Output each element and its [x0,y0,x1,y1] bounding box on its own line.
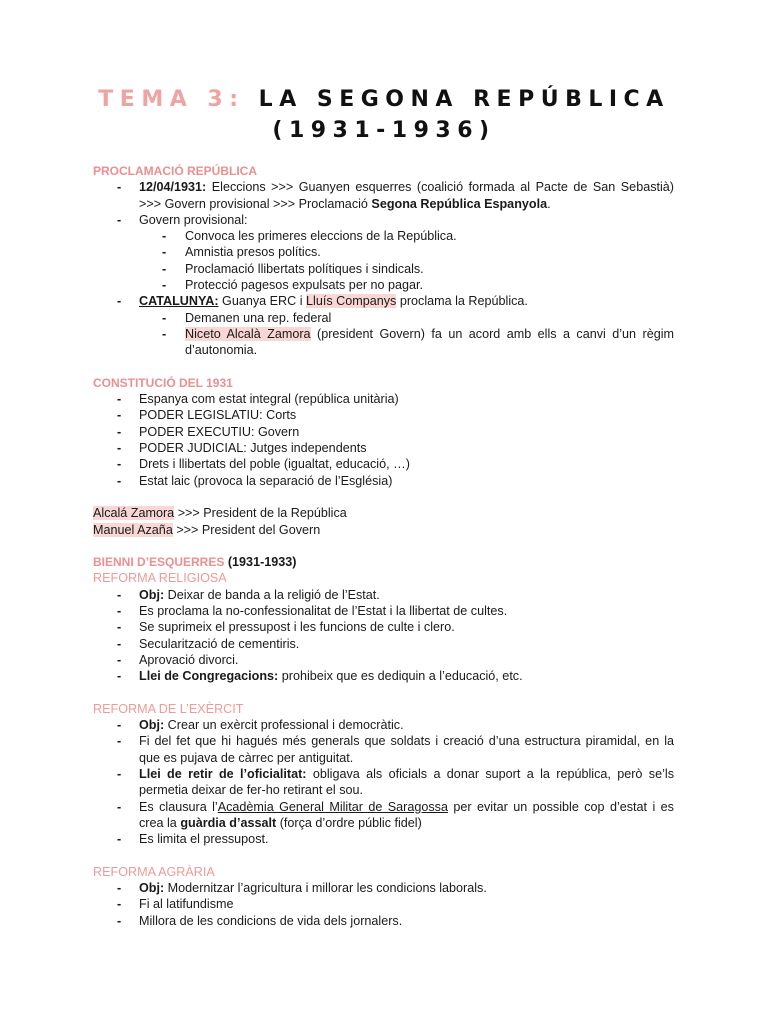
list-item: - 12/04/1931: Eleccions >>> Guanyen esquerres (coalició formada al Pacte de San Sebastià) >>> Govern provisional >>> Proclamació Segona República Espanyola. [117,180,674,211]
list-item: - Es proclama la no-confessionalitat de l’Estat i la llibertat de cultes. [117,604,508,619]
list-item: - Demanen una rep. federal [162,310,332,325]
list-item: - Niceto Alcalà Zamora (president Govern) fa un acord amb ells a canvi d’un règim d’autonomia. [162,326,674,358]
bullet-dash: - [117,669,122,684]
list-item: - Obj: Crear un exèrcit professional i democràtic. [117,718,404,733]
section-heading-bienni: BIENNI D’ESQUERRES (1931-1933) [93,555,297,570]
list-item: - Secularització de cementiris. [117,636,300,651]
title-line-1 [0,84,768,115]
bullet-dash: - [162,310,167,325]
list-item: - Obj: Deixar de banda a la religió de l’Estat. [117,587,380,602]
bullet-dash: - [117,212,122,227]
page-title [0,84,768,146]
section-heading-constitucio: CONSTITUCIÓ DEL 1931 [93,375,233,390]
constitucio-list [93,391,674,489]
proclamacio-list [93,179,674,358]
president-line: Manuel Azaña >>> President del Govern [93,522,321,537]
agraria-list [93,880,674,929]
title-prefix: TEMA 3: [98,87,245,112]
bullet-dash: - [162,261,167,276]
exercit-list [93,717,674,847]
subheading-reforma-exercit: REFORMA DE L’EXÈRCIT [93,701,244,716]
bullet-dash: - [117,408,122,423]
list-item: - PODER EXECUTIU: Govern [117,424,300,439]
bullet-dash: - [162,278,167,293]
bullet-dash: - [117,294,122,309]
bullet-dash: - [117,799,122,814]
bullet-dash: - [117,913,122,928]
president-line: Alcalá Zamora >>> President de la República [93,506,347,521]
list-item: - Llei de retir de l’oficialitat: obligava als oficials a donar suport a la república, però se’ls permetia deixar de fer-ho retirant el sou. [117,766,674,798]
list-item: - Es clausura l’Acadèmia General Militar de Saragossa per evitar un possible cop d’estat i es crea la guàrdia d’assalt (força d’ordre públic fidel) [117,799,674,830]
bullet-dash: - [117,424,122,439]
bullet-dash: - [117,620,122,635]
bullet-dash: - [117,897,122,912]
list-item: - Drets i llibertats del poble (igualtat, educació, …) [117,457,410,472]
bullet-dash: - [117,652,122,667]
highlight: Niceto Alcalà Zamora [185,326,311,341]
bullet-dash: - [117,180,122,195]
list-item: - PODER JUDICIAL: Jutges independents [117,441,367,456]
bullet-dash: - [117,832,122,847]
list-item: - Se suprimeix el pressupost i les funcions de culte i clero. [117,620,455,635]
list-item: - Llei de Congregacions: prohibeix que es dediquin a l’educació, etc. [117,669,523,684]
title-main: LA SEGONA REPÚBLICA [258,87,670,112]
list-item: - Proclamació llibertats polítiques i sindicals. [162,261,424,276]
list-item: - Fi del fet que hi hagués més generals que soldats i creació d’una estructura piramidal, en la que es pujava de càrrec per antiguitat. [117,734,674,765]
list-item: - PODER LEGISLATIU: Corts [117,408,297,423]
list-item: - Estat laic (provoca la separació de l’Església) [117,473,393,488]
list-item: - Obj: Modernitzar l’agricultura i millorar les condicions laborals. [117,881,487,896]
underlined-text: Acadèmia General Militar de Saragossa [217,799,448,814]
bullet-dash: - [117,734,122,749]
list-item: - Fi al latifundisme [117,897,234,912]
list-item: - Amnistia presos polítics. [162,245,321,260]
list-item: - Convoca les primeres eleccions de la República. [162,229,457,244]
highlight: Manuel Azaña [93,522,173,537]
highlight: Lluís Companys [306,294,397,309]
bullet-dash: - [117,766,122,781]
title-dates: (1931-1936) [272,118,496,143]
list-item: - Protecció pagesos expulsats per no pagar. [162,278,424,293]
bullet-dash: - [162,326,167,341]
bullet-dash: - [117,636,122,651]
list-item: - Espanya com estat integral (república unitària) [117,392,399,407]
bullet-dash: - [162,229,167,244]
bullet-dash: - [117,718,122,733]
bullet-dash: - [117,457,122,472]
list-item: - Millora de les condicions de vida dels jornalers. [117,913,403,928]
list-item-catalunya: - CATALUNYA: Guanya ERC i Lluís Companys proclama la República. [117,294,528,309]
list-item: - Govern provisional: [117,212,248,227]
religiosa-list [93,587,674,685]
subheading-reforma-religiosa: REFORMA RELIGIOSA [93,571,227,586]
bullet-dash: - [117,604,122,619]
bullet-dash: - [117,473,122,488]
list-item: - Aprovació divorci. [117,652,239,667]
section-heading-proclamacio: PROCLAMACIÓ REPÚBLICA [93,164,257,178]
bullet-dash: - [117,881,122,896]
list-item: - Es limita el pressupost. [117,832,269,847]
bullet-dash: - [162,245,167,260]
bullet-dash: - [117,587,122,602]
subheading-reforma-agraria: REFORMA AGRÀRIA [93,864,215,879]
highlight: Alcalá Zamora [93,506,175,521]
bullet-dash: - [117,441,122,456]
bullet-dash: - [117,392,122,407]
document-body [93,163,674,929]
